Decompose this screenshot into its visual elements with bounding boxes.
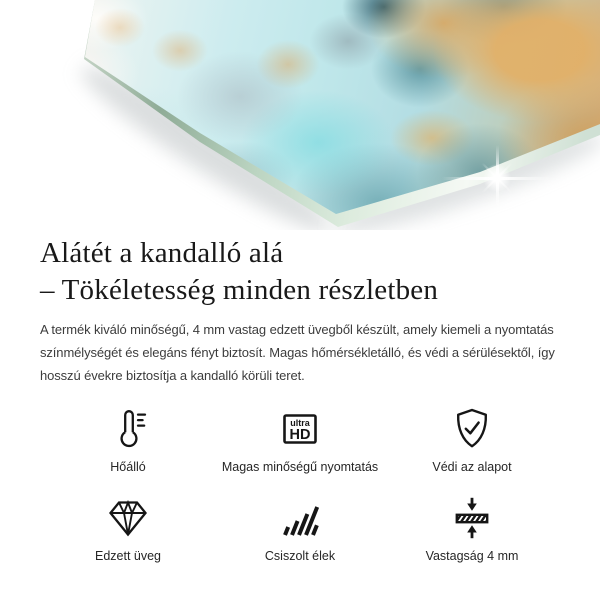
product-photo <box>0 0 600 230</box>
beveled-edges-icon <box>276 492 324 542</box>
ultra-hd-badge-top: ultra <box>290 418 310 428</box>
page-title-line1: Alátét a kandalló alá <box>40 237 284 269</box>
shield-check-icon <box>448 403 496 453</box>
feature-tempered-glass <box>42 492 214 564</box>
feature-polished-edges <box>214 492 386 564</box>
feature-print-quality <box>214 403 386 475</box>
product-info <box>0 235 600 564</box>
product-description: A termék kiváló minőségű, 4 mm vastag edzett üvegből készült, amely kiemeli a nyomtatás színmélységét és elegáns fényt biztosít. Magas hőmérsékletálló, és védi a sérülésektől, így hosszú évekre biztosítja a kandalló körüli teret. <box>40 322 555 383</box>
thickness-arrows-icon <box>448 492 496 542</box>
ultra-hd-badge-bottom: HD <box>289 427 311 443</box>
feature-heat-resistant <box>42 403 214 475</box>
feature-label: Védi az alapot <box>432 460 512 474</box>
feature-protects-base <box>386 403 558 475</box>
page-title-line2: – Tökéletesség minden részletben <box>40 274 439 306</box>
feature-thickness <box>386 492 558 564</box>
feature-label: Hőálló <box>110 460 146 474</box>
thermometer-icon <box>104 403 152 453</box>
diamond-icon <box>104 492 152 542</box>
feature-label: Vastagság 4 mm <box>425 549 519 563</box>
feature-label: Edzett üveg <box>94 549 161 563</box>
feature-label: Magas minőségű nyomtatás <box>221 460 379 474</box>
ultra-hd-icon <box>276 403 324 453</box>
feature-label: Csiszolt élek <box>264 549 336 563</box>
feature-grid <box>42 403 558 564</box>
page-title <box>40 235 560 309</box>
